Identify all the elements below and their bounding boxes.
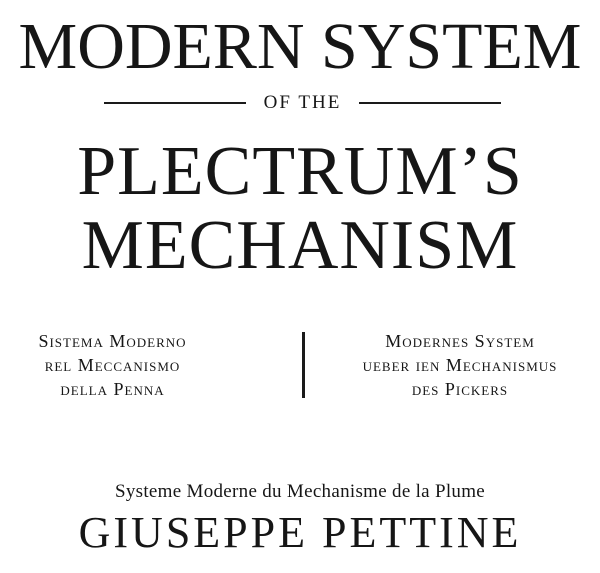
italian-title-line: rel Meccanismo	[44, 355, 181, 375]
french-subtitle: Systeme Moderne du Mechanisme de la Plume	[114, 481, 486, 502]
german-title-line: des Pickers	[411, 379, 509, 399]
title-line-modern-system: MODERN SYSTEM	[18, 10, 582, 83]
author-name: GIUSEPPE PETTINE	[78, 508, 522, 557]
italian-title-line: Sistema Moderno	[38, 331, 187, 351]
italian-title-block	[0, 329, 225, 401]
german-title-block	[330, 329, 590, 401]
column-divider	[302, 332, 305, 398]
title-line-plectrums: PLECTRUM’S	[77, 133, 523, 210]
title-connector-row	[0, 91, 600, 115]
german-title-line: ueber ıen Mechanismus	[362, 355, 558, 375]
title-connector: OF THE	[263, 92, 342, 113]
right-rule	[359, 102, 501, 104]
german-title-line: Modernes System	[385, 331, 535, 351]
italian-title-line: della Penna	[60, 379, 165, 399]
title-line-mechanism: MECHANISM	[81, 207, 519, 284]
left-rule	[104, 102, 246, 104]
